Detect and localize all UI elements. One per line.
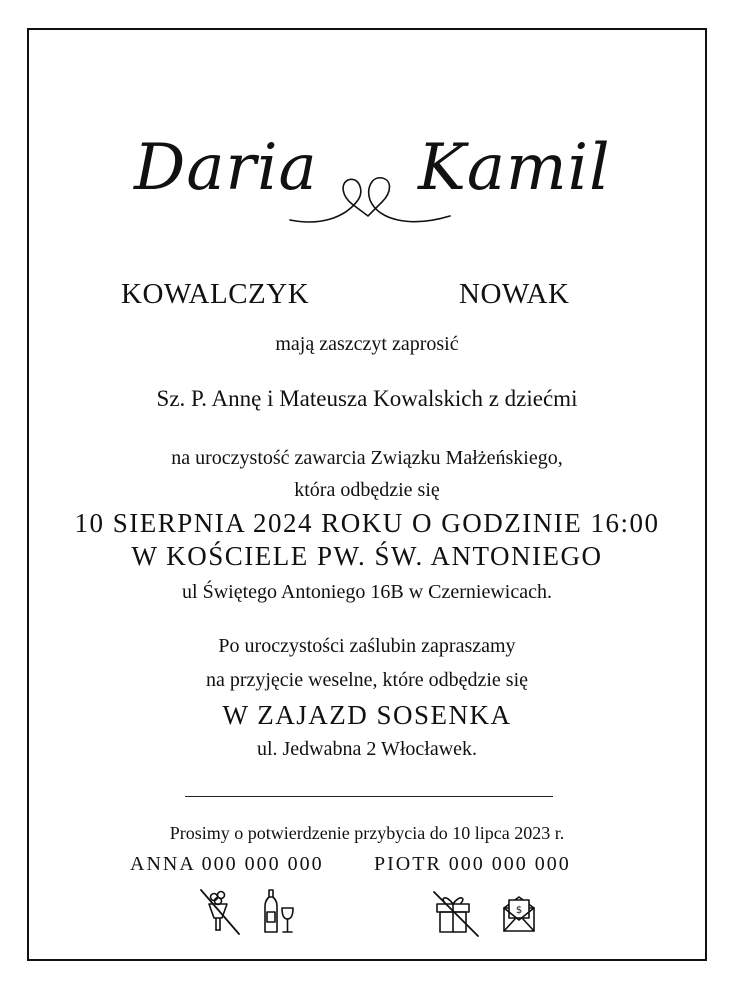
- rsvp-text: Prosimy o potwierdzenie przybycia do 10 lipca 2023 r.: [169, 823, 565, 843]
- ceremony-line-1: na uroczystość zawarcia Związku Małżeńskiego,: [171, 447, 563, 469]
- ceremony-church: W KOŚCIELE PW. ŚW. ANTONIEGO: [131, 541, 603, 571]
- divider: [185, 796, 553, 797]
- reception-venue: W ZAJAZD SOSENKA: [222, 700, 512, 730]
- ceremony-address: ul Świętego Antoniego 16B w Czerniewicach.: [182, 581, 552, 603]
- no-flowers-icon: [197, 888, 243, 938]
- reception-address: ul. Jedwabna 2 Włocławek.: [256, 738, 478, 760]
- guest-names: Sz. P. Annę i Mateusza Kowalskich z dziećmi: [156, 386, 578, 411]
- bride-first-name: Daria: [134, 131, 318, 205]
- no-gift-icon: [432, 888, 480, 938]
- invite-line: mają zaszczyt zaprosić: [275, 333, 459, 355]
- contact-anna: ANNA 000 000 000: [130, 853, 324, 875]
- reception-line-1: Po uroczystości zaślubin zapraszamy: [218, 635, 516, 657]
- couple-names-script: [120, 128, 620, 263]
- ceremony-line-2: która odbędzie się: [294, 479, 440, 501]
- groom-surname: NOWAK: [459, 278, 570, 310]
- ceremony-datetime: 10 SIERPNIA 2024 ROKU O GODZINIE 16:00: [74, 508, 660, 538]
- groom-first-name: Kamil: [418, 131, 611, 205]
- contact-piotr: PIOTR 000 000 000: [374, 853, 571, 875]
- svg-text:$: $: [515, 905, 523, 916]
- money-envelope-icon: [501, 888, 537, 938]
- reception-line-2: na przyjęcie weselne, które odbędzie się: [205, 669, 529, 691]
- wine-icon: [262, 888, 298, 938]
- bride-surname: KOWALCZYK: [121, 278, 310, 310]
